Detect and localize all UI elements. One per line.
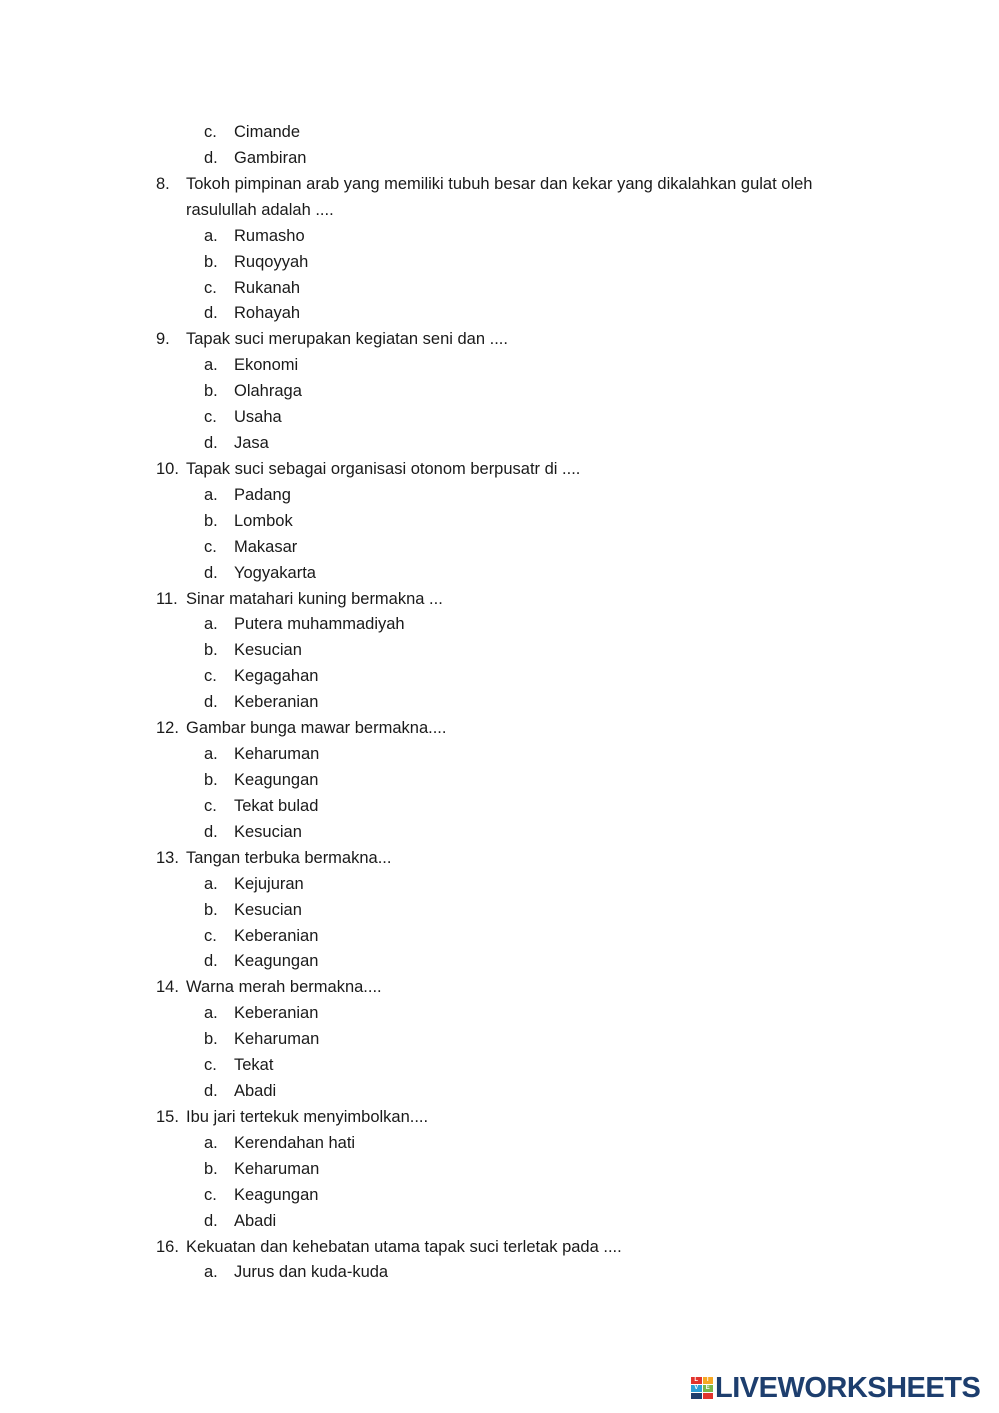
question-number: 10.: [156, 459, 179, 478]
answer-option: [0, 767, 999, 793]
answer-option: [0, 508, 999, 534]
option-letter: d.: [204, 434, 218, 453]
option-letter: a.: [204, 1263, 218, 1282]
option-text: Cimande: [234, 123, 301, 141]
option-text: Kerendahan hati: [234, 1133, 356, 1152]
option-letter: c.: [204, 1185, 217, 1204]
option-text: Padang: [234, 485, 291, 504]
answer-option: [0, 1078, 999, 1104]
option-letter: d.: [204, 148, 218, 167]
option-letter: d.: [204, 304, 218, 323]
option-text: Abadi: [234, 1082, 277, 1101]
option-text: Abadi: [234, 1211, 277, 1230]
question-text: Sinar matahari kuning bermakna ...: [186, 589, 443, 608]
option-letter: c.: [204, 278, 217, 297]
option-letter: a.: [204, 356, 218, 375]
liveworksheets-logo: [691, 1371, 991, 1405]
answer-option: [0, 430, 999, 456]
option-letter: c.: [204, 408, 217, 427]
option-letter: c.: [204, 123, 217, 141]
question-number: 11.: [156, 589, 178, 608]
option-text: Keharuman: [234, 1030, 320, 1049]
answer-option: [0, 404, 999, 430]
option-text: Olahraga: [234, 382, 302, 401]
answer-option: [0, 741, 999, 767]
question-number: 8.: [156, 174, 170, 193]
answer-option: [0, 352, 999, 378]
question-text: Ibu jari tertekuk menyimbolkan....: [186, 1107, 429, 1126]
answer-option: [0, 223, 999, 249]
option-text: Ekonomi: [234, 356, 299, 375]
question-text: Kekuatan dan kehebatan utama tapak suci terletak pada ....: [186, 1237, 622, 1256]
question-number: 15.: [156, 1107, 179, 1126]
option-letter: d.: [204, 952, 218, 971]
question-number: 14.: [156, 978, 179, 997]
option-text: Kegagahan: [234, 667, 319, 686]
option-letter: d.: [204, 1082, 218, 1101]
option-letter: c.: [204, 926, 217, 945]
question-text: Tapak suci sebagai organisasi otonom berpusatr di ....: [186, 459, 581, 478]
option-text: Keberanian: [234, 926, 319, 945]
question-number: 9.: [156, 330, 170, 349]
answer-option: [0, 793, 999, 819]
option-text: Kesucian: [234, 641, 302, 660]
answer-option: [0, 119, 999, 145]
option-text: Keharuman: [234, 745, 320, 764]
option-text: Usaha: [234, 408, 282, 427]
question-line: [0, 326, 999, 352]
option-letter: b.: [204, 1159, 218, 1178]
option-text: Keharuman: [234, 1159, 320, 1178]
option-text: Rumasho: [234, 226, 305, 245]
option-text: Kejujuran: [234, 874, 304, 893]
question-line: [0, 197, 999, 223]
option-text: Makasar: [234, 537, 298, 556]
answer-option: [0, 611, 999, 637]
option-letter: d.: [204, 693, 218, 712]
answer-option: [0, 482, 999, 508]
question-line: [0, 974, 999, 1000]
question-number: 12.: [156, 719, 179, 738]
answer-option: [0, 275, 999, 301]
answer-option: [0, 1259, 999, 1285]
option-text: Rukanah: [234, 278, 301, 297]
option-text: Tekat: [234, 1056, 274, 1075]
option-letter: a.: [204, 874, 218, 893]
logo-grid-cell: [691, 1393, 702, 1399]
answer-option: [0, 923, 999, 949]
question-line: [0, 456, 999, 482]
logo-grid-cell: I: [703, 1377, 714, 1384]
option-text: Yogyakarta: [234, 563, 316, 582]
logo-grid-cell: V: [691, 1385, 702, 1392]
option-text: Ruqoyyah: [234, 252, 309, 271]
option-letter: a.: [204, 615, 218, 634]
option-text: Keberanian: [234, 1004, 319, 1023]
logo-grid-icon: [691, 1377, 713, 1399]
answer-option: [0, 1052, 999, 1078]
option-text: Jurus dan kuda-kuda: [234, 1263, 389, 1282]
option-text: Keagungan: [234, 1185, 319, 1204]
answer-option: [0, 819, 999, 845]
option-letter: c.: [204, 667, 217, 686]
option-letter: b.: [204, 641, 218, 660]
option-letter: b.: [204, 511, 218, 530]
question-text: Tapak suci merupakan kegiatan seni dan ....: [186, 330, 508, 349]
option-letter: b.: [204, 771, 218, 789]
answer-option: [0, 637, 999, 663]
option-letter: a.: [204, 226, 218, 245]
option-text: Keagungan: [234, 952, 319, 971]
answer-option: [0, 1026, 999, 1052]
question-line: [0, 715, 999, 741]
option-letter: a.: [204, 745, 218, 764]
option-text: Keagungan: [234, 771, 319, 789]
logo-text: LIVEWORKSHEETS: [715, 1372, 981, 1404]
answer-option: [0, 897, 999, 923]
option-letter: c.: [204, 1056, 217, 1075]
option-letter: c.: [204, 537, 217, 556]
answer-option: [0, 300, 999, 326]
option-text: Keberanian: [234, 693, 319, 712]
logo-grid-cell: [703, 1393, 714, 1399]
logo-grid-cell: E: [703, 1385, 714, 1392]
option-text: Rohayah: [234, 304, 301, 323]
answer-option: [0, 663, 999, 689]
question-text: Tokoh pimpinan arab yang memiliki tubuh besar dan kekar yang dikalahkan gulat oleh: [186, 174, 813, 193]
option-text: Lombok: [234, 511, 293, 530]
question-text: Warna merah bermakna....: [186, 978, 382, 997]
answer-option: [0, 378, 999, 404]
answer-option: [0, 1156, 999, 1182]
answer-option: [0, 1130, 999, 1156]
option-letter: b.: [204, 382, 218, 401]
question-number: 16.: [156, 1237, 179, 1256]
question-line: [0, 1104, 999, 1130]
option-letter: b.: [204, 1030, 218, 1049]
option-letter: a.: [204, 1004, 218, 1023]
answer-option: [0, 1000, 999, 1026]
question-line: [0, 171, 999, 197]
question-text: rasulullah adalah ....: [186, 200, 334, 219]
answer-option: [0, 871, 999, 897]
answer-option: [0, 1208, 999, 1234]
option-letter: a.: [204, 1133, 218, 1152]
option-letter: b.: [204, 252, 218, 271]
option-text: Jasa: [234, 434, 269, 453]
option-letter: b.: [204, 900, 218, 919]
answer-option: [0, 145, 999, 171]
question-number: 13.: [156, 848, 179, 867]
option-letter: d.: [204, 1211, 218, 1230]
option-letter: a.: [204, 485, 218, 504]
answer-option: [0, 1182, 999, 1208]
question-text: Gambar bunga mawar bermakna....: [186, 719, 447, 738]
answer-option: [0, 249, 999, 275]
question-text: Tangan terbuka bermakna...: [186, 848, 392, 867]
option-text: Gambiran: [234, 148, 307, 167]
option-text: Putera muhammadiyah: [234, 615, 405, 634]
question-line: [0, 1234, 999, 1260]
logo-grid-cell: L: [691, 1377, 702, 1384]
option-letter: c.: [204, 796, 217, 815]
answer-option: [0, 948, 999, 974]
option-letter: d.: [204, 822, 218, 841]
answer-option: [0, 534, 999, 560]
question-line: [0, 845, 999, 871]
answer-option: [0, 560, 999, 586]
option-letter: d.: [204, 563, 218, 582]
answer-option: [0, 689, 999, 715]
option-text: Kesucian: [234, 900, 302, 919]
question-line: [0, 586, 999, 612]
option-text: Tekat bulad: [234, 796, 319, 815]
option-text: Kesucian: [234, 822, 302, 841]
